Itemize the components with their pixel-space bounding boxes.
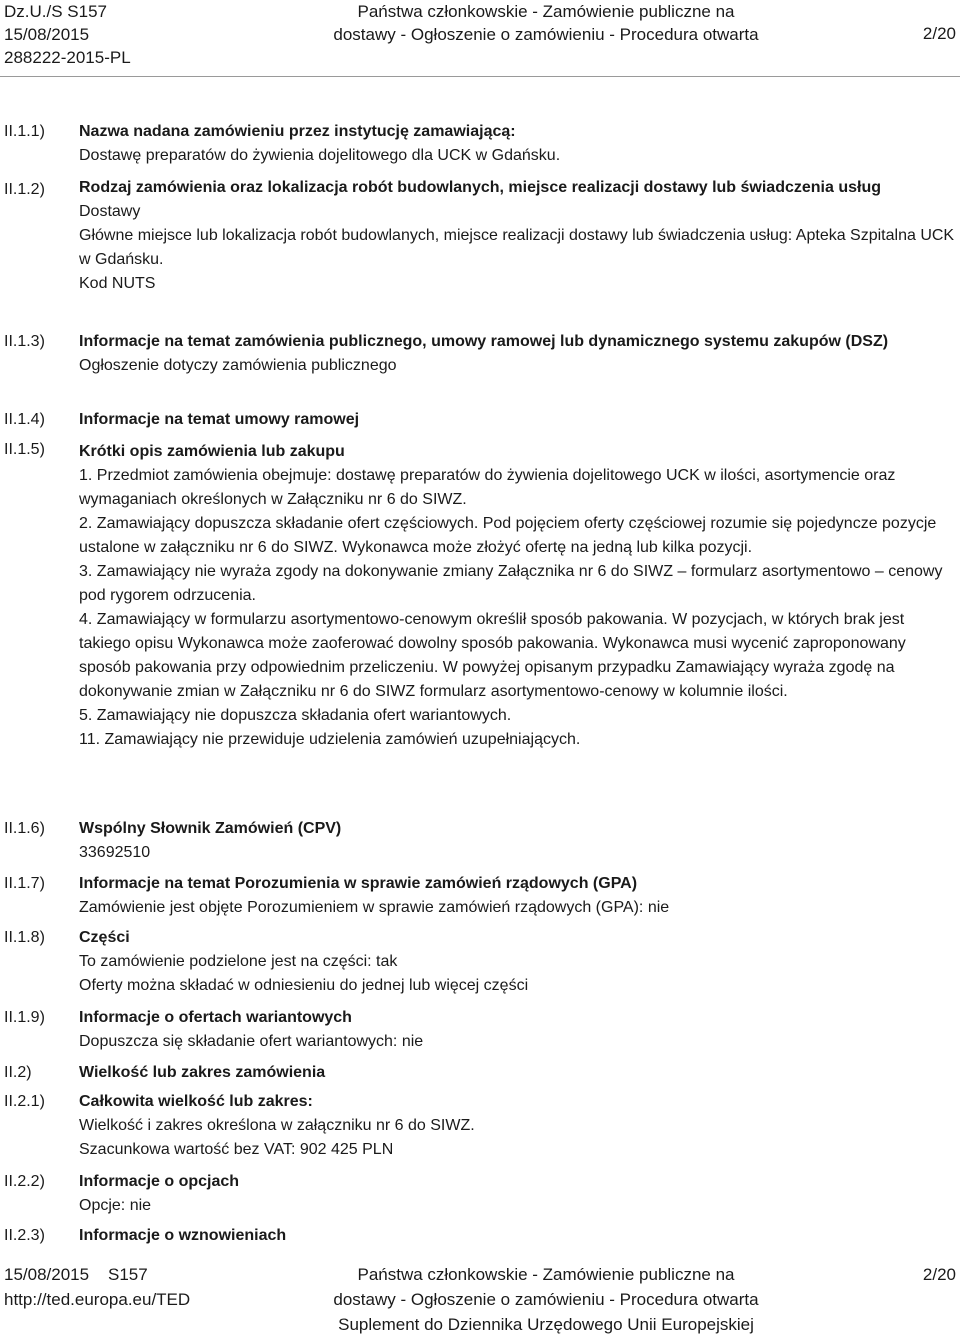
estimated-value: Szacunkowa wartość bez VAT: 902 425 PLN xyxy=(79,1141,394,1158)
footer-date: 15/08/2015 xyxy=(4,1265,90,1284)
section-heading: Całkowita wielkość lub zakres: xyxy=(79,1093,313,1110)
description-item: 4. Zamawiający w formularzu asortymentowo-cenowym określił sposób pakowania. W pozycjach, w których brak jest takiego opisu Wykonawca może zaoferować dowolny sposób pakowania. Wykonawca musi wycenić zaproponowany sposób pakowania przy odpowiednim przeliczeniu. W powyżej opisanym przypadku Zamawiający wyraża zgodę na dokonywanie zmian w Załączniku nr 6 do SIWZ formularz asortymentowo-cenowy w kolumnie ilości. xyxy=(79,611,906,700)
section-number: II.1.6) xyxy=(4,820,45,837)
section-number: II.2.1) xyxy=(4,1093,45,1110)
doc-ref: Dz.U./S S157 xyxy=(4,2,107,21)
cpv-code: 33692510 xyxy=(79,844,151,861)
header-left xyxy=(4,0,131,69)
section-heading: Nazwa nadana zamówieniu przez instytucję zamawiającą: xyxy=(79,123,516,140)
footer-left xyxy=(4,1262,190,1312)
section-heading: Informacje o opcjach xyxy=(79,1173,240,1190)
footer-title xyxy=(322,1262,770,1337)
header-title-line1: Państwa członkowskie - Zamówienie publiczne na xyxy=(357,2,735,21)
section-gpa xyxy=(79,872,955,920)
section-heading: Krótki opis zamówienia lub zakupu xyxy=(79,443,345,460)
section-number: II.1.2) xyxy=(4,181,45,198)
notice-id: 288222-2015-PL xyxy=(4,48,131,67)
header-page-number: 2/20 xyxy=(922,24,956,43)
section-value: Oferty można składać w odniesieniu do jednej lub więcej części xyxy=(79,977,529,994)
section-number: II.2) xyxy=(4,1064,32,1081)
section-options xyxy=(79,1170,955,1218)
section-number: II.1.4) xyxy=(4,411,45,428)
page-header xyxy=(0,0,960,72)
section-number: II.1.3) xyxy=(4,333,45,350)
footer-issue: S157 xyxy=(108,1265,148,1284)
footer-title-line2: dostawy - Ogłoszenie o zamówieniu - Procedura otwarta xyxy=(333,1290,759,1309)
section-value: Dostawę preparatów do żywienia dojelitowego dla UCK w Gdańsku. xyxy=(79,147,561,164)
header-date: 15/08/2015 xyxy=(4,25,90,44)
page-footer xyxy=(0,1262,960,1334)
section-contract-title xyxy=(79,120,955,168)
section-heading: Informacje na temat umowy ramowej xyxy=(79,411,360,428)
section-number: II.1.1) xyxy=(4,123,45,140)
section-heading: Części xyxy=(79,929,130,946)
footer-url[interactable]: http://ted.europa.eu/TED xyxy=(4,1290,191,1309)
section-renewals xyxy=(79,1224,955,1248)
section-value: Wielkość i zakres określona w załączniku nr 6 do SIWZ. xyxy=(79,1117,475,1134)
section-heading: Informacje o wznowieniach xyxy=(79,1227,287,1244)
section-framework-agreement xyxy=(79,408,955,432)
section-number: II.1.8) xyxy=(4,929,45,946)
section-number: II.1.9) xyxy=(4,1009,45,1026)
footer-page-number: 2/20 xyxy=(922,1265,956,1284)
section-cpv xyxy=(79,817,955,865)
description-item: 1. Przedmiot zamówienia obejmuje: dostawę preparatów do żywienia dojelitowego UCK w ilości, asortymencie oraz wymaganiach określonych w Załączniku nr 6 do SIWZ. xyxy=(79,467,896,508)
section-number: II.1.7) xyxy=(4,875,45,892)
section-short-description xyxy=(79,440,955,752)
section-heading: Informacje na temat zamówienia publicznego, umowy ramowej lub dynamicznego systemu zakupów (DSZ) xyxy=(79,333,889,350)
section-value: Dopuszcza się składanie ofert wariantowych: nie xyxy=(79,1033,424,1050)
section-heading: Wspólny Słownik Zamówień (CPV) xyxy=(79,820,342,837)
footer-title-line3: Suplement do Dziennika Urzędowego Unii Europejskiej xyxy=(338,1315,754,1334)
section-variants xyxy=(79,1006,955,1054)
footer-title-line1: Państwa członkowskie - Zamówienie publiczne na xyxy=(357,1265,735,1284)
section-value: Zamówienie jest objęte Porozumieniem w sprawie zamówień rządowych (GPA): nie xyxy=(79,899,670,916)
header-title xyxy=(322,0,770,46)
section-value: Ogłoszenie dotyczy zamówienia publicznego xyxy=(79,357,397,374)
section-notice-involves xyxy=(79,330,955,378)
section-heading: Informacje o ofertach wariantowych xyxy=(79,1009,352,1026)
description-item: 3. Zamawiający nie wyraża zgody na dokonywanie zmiany Załącznika nr 6 do SIWZ – formularz asortymentowo – cenowy pod rygorem odrzucenia. xyxy=(79,563,943,604)
nuts-code-label: Kod NUTS xyxy=(79,275,156,292)
description-item: 11. Zamawiający nie przewiduje udzielenia zamówień uzupełniających. xyxy=(79,731,581,748)
section-number: II.2.3) xyxy=(4,1227,45,1244)
section-value: Opcje: nie xyxy=(79,1197,152,1214)
section-quantity-scope xyxy=(79,1061,955,1085)
section-heading: Informacje na temat Porozumienia w sprawie zamówień rządowych (GPA) xyxy=(79,875,638,892)
section-number: II.1.5) xyxy=(4,441,45,458)
header-title-line2: dostawy - Ogłoszenie o zamówieniu - Procedura otwarta xyxy=(333,25,759,44)
contract-location: Główne miejsce lub lokalizacja robót budowlanych, miejsce realizacji dostawy lub świadczenia usług: Apteka Szpitalna UCK w Gdańsku. xyxy=(79,227,955,268)
section-number: II.2.2) xyxy=(4,1173,45,1190)
section-heading: Rodzaj zamówienia oraz lokalizacja robót budowlanych, miejsce realizacji dostawy lub świadczenia usług xyxy=(79,179,881,196)
description-item: 5. Zamawiający nie dopuszcza składania ofert wariantowych. xyxy=(79,707,512,724)
section-value: To zamówienie podzielone jest na części: tak xyxy=(79,953,398,970)
section-heading: Wielkość lub zakres zamówienia xyxy=(79,1064,326,1081)
contract-type-value: Dostawy xyxy=(79,203,141,220)
section-lots xyxy=(79,926,955,998)
header-divider xyxy=(0,76,960,77)
description-item: 2. Zamawiający dopuszcza składanie ofert częściowych. Pod pojęciem oferty częściowej rozumie się pojedyncze pozycje ustalone w załączniku nr 6 do SIWZ. Wykonawca może złożyć ofertę na jedną lub kilka pozycji. xyxy=(79,515,937,556)
section-total-quantity xyxy=(79,1090,955,1162)
section-contract-type xyxy=(79,176,955,296)
